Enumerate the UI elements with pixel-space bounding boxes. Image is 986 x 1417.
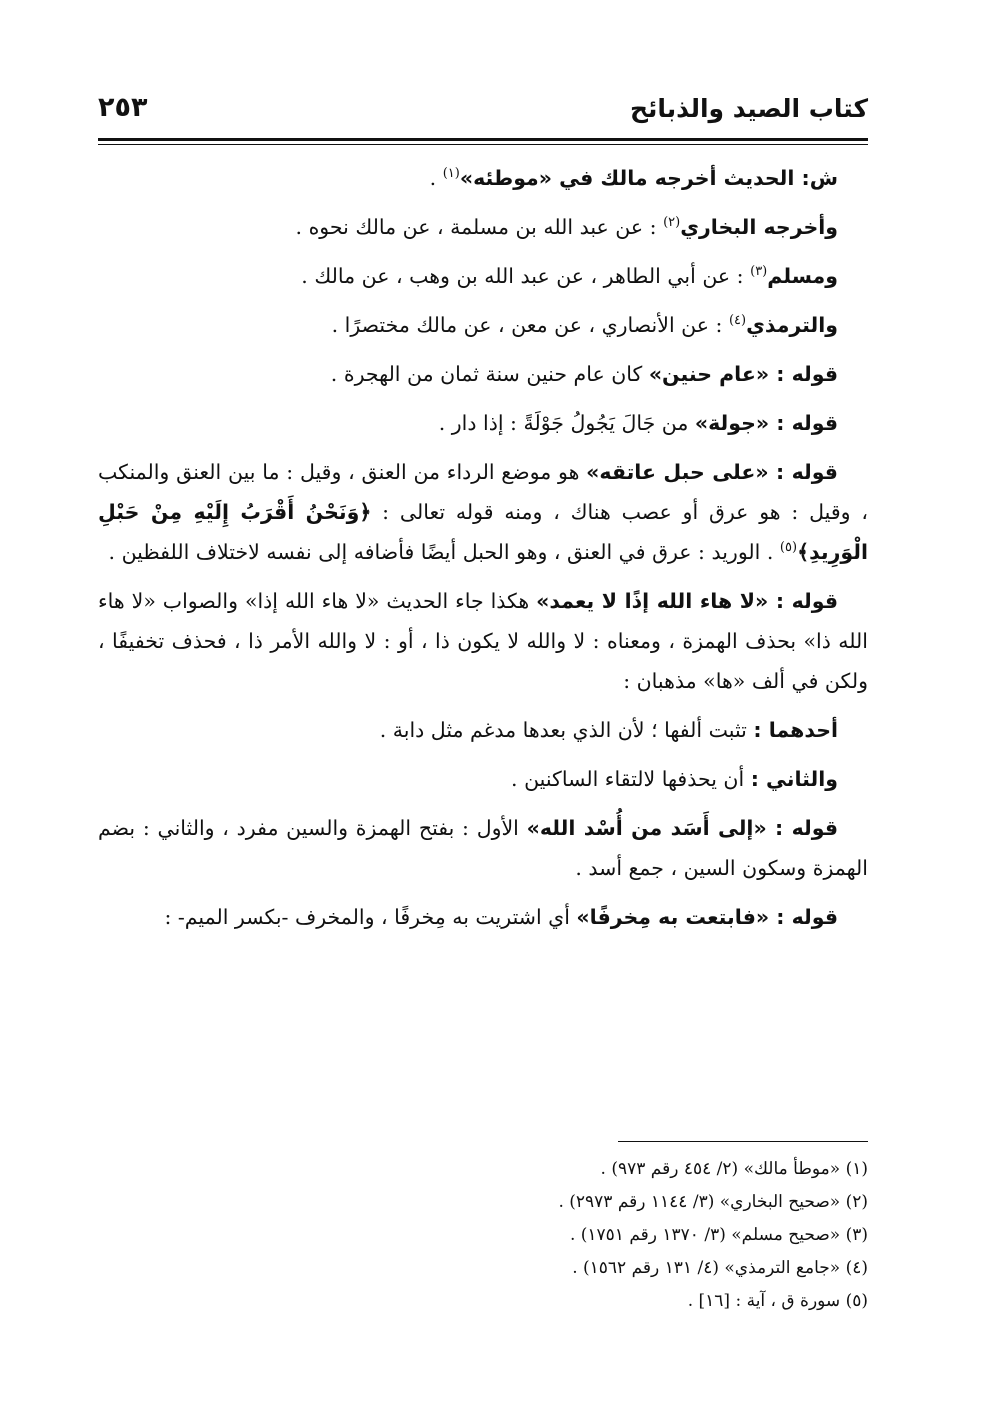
- paragraph-9: أحدهما : تثبت ألفها ؛ لأن الذي بعدها مدغم مثل دابة .: [379, 718, 838, 742]
- footnote-ref[interactable]: (٥): [779, 540, 798, 556]
- paragraph-4: والترمذي$^{(٤)}$ : عن الأنصاري ، عن معن ، عن مالك مختصرًا .: [331, 313, 838, 337]
- footnote-separator: [618, 1141, 868, 1142]
- paragraph-10: والثاني : أن يحذفها لالتقاء الساكنين .: [511, 767, 838, 791]
- page-header: [98, 88, 868, 132]
- paragraph-5: قوله : «عام حنين» كان عام حنين سنة ثمان من الهجرة .: [330, 362, 838, 386]
- footnote-item: (٢) «صحيح البخاري» (٣/ ١١٤٤ رقم ٢٩٧٣) .: [558, 1192, 868, 1212]
- paragraph-1: ش: الحديث أخرجه مالك في «موطئه»$^{(١)}$ .: [429, 166, 838, 190]
- quran-verse: ﴿وَنَحْنُ أَقْرَبُ إِلَيْهِ مِنْ حَبْلِ الْوَرِيدِ﴾: [98, 500, 868, 564]
- footnote-ref[interactable]: (١): [442, 166, 460, 182]
- footnote-item: (٤) «جامع الترمذي» (٤/ ١٣١ رقم ١٥٦٢) .: [572, 1258, 868, 1278]
- paragraph-12: قوله : «فابتعت به مِخرفًا» أي اشتريت به مِخرفًا ، والمخرف -بكسر الميم- :: [164, 905, 838, 929]
- footnote-item: (١) «موطأ مالك» (٢/ ٤٥٤ رقم ٩٧٣) .: [600, 1159, 868, 1179]
- header-rule-thick: [98, 138, 868, 141]
- footnote-ref[interactable]: (٣): [750, 264, 768, 280]
- paragraph-8: قوله : «لا هاء الله إذًا لا يعمد» هكذا جاء الحديث «لا هاء الله إذا» والصواب «لا هاء الله ذا» بحذف الهمزة ، ومعناه : لا والله لا يكون ذا ، أو : لا والله الأمر ذا ، فحذف تخفيفًا ، ولكن في ألف «ها» مذهبان :: [98, 589, 868, 693]
- running-title: كتاب الصيد والذبائح: [629, 94, 868, 123]
- footnote-ref[interactable]: (٢): [663, 215, 681, 231]
- footnote-ref[interactable]: (٤): [728, 313, 747, 329]
- footnotes: [98, 1153, 868, 1318]
- page-number: ٢٥٣: [98, 92, 148, 123]
- paragraph-2: وأخرجه البخاري$^{(٢)}$ : عن عبد الله بن مسلمة ، عن مالك نحوه .: [295, 215, 838, 239]
- paragraph-11: قوله : «إلى أَسَد من أُسْد الله» الأول : بفتح الهمزة والسين مفرد ، والثاني : بضم الهمزة وسكون السين ، جمع أسد .: [98, 816, 868, 880]
- paragraph-7: قوله : «على حبل عاتقه» هو موضع الرداء من العنق ، وقيل : ما بين العنق والمنكب ، وقيل : هو عرق أو عصب هناك ، ومنه قوله تعالى : ﴿وَنَحْنُ أَقْرَبُ إِلَيْهِ مِنْ حَبْلِ الْوَرِيدِ﴾$^{(٥)}$ . الوريد : عرق في العنق ، وهو الحبل أيضًا فأضافه إلى نفسه لاختلاف اللفظين .: [98, 460, 869, 564]
- footnote-item: (٥) سورة ق ، آية : [١٦] .: [687, 1291, 868, 1311]
- main-text: [98, 158, 868, 937]
- paragraph-3: ومسلم$^{(٣)}$ : عن أبي الطاهر ، عن عبد الله بن وهب ، عن مالك .: [301, 264, 838, 288]
- footnote-item: (٣) «صحيح مسلم» (٣/ ١٣٧٠ رقم ١٧٥١) .: [569, 1225, 868, 1245]
- paragraph-6: قوله : «جولة» من جَالَ يَجُولُ جَوْلَةً : إذا دار .: [438, 411, 838, 435]
- header-rule-thin: [98, 144, 868, 145]
